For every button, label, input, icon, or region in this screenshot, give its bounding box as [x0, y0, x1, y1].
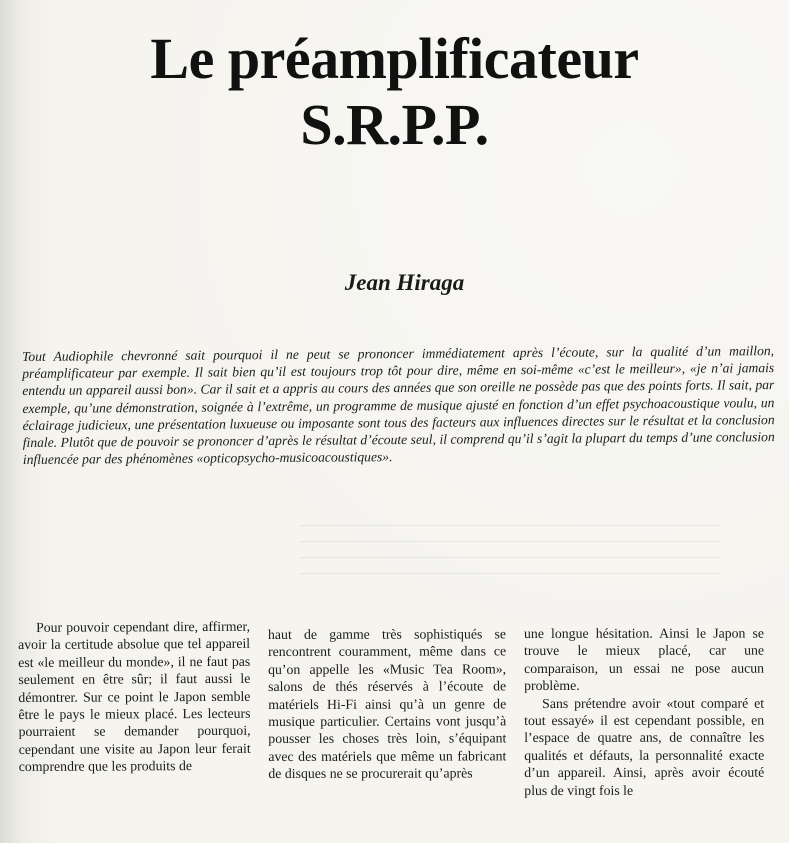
body-column-3 [524, 625, 764, 799]
body-paragraph: haut de gamme très sophistiqués se rencontrent couramment, même dans ce qu’on appelle les «Music Tea Room», salons de thés réservés à l’écoute de matériels Hi-Fi ainsi qu’à un genre de musique particulier. Certains vont jusqu’à pousser les choses très loin, s’équipant avec des matériels que même un fabricant de disques ne se procurerait qu’après [268, 626, 507, 782]
article-title-line-2: S.R.P.P. [300, 92, 489, 157]
body-paragraph: Sans prétendre avoir «tout comparé et tout essayé» il est cependant possible, en l’espace de quatre ans, de connaître les qualités et défauts, la personnalité exacte d’un appareil. Ainsi, après avoir écouté plus de vingt fois le [524, 695, 765, 798]
body-paragraph: Pour pouvoir cependant dire, affirmer, avoir la certitude absolue que tel appareil est «le meilleur du monde», il ne faut pas seulement en être sûr; il faut aussi le démontrer. Sur ce point le Japon semble être le pays le mieux placé. Les lecteurs pourraient se demander pourquoi, cependant une visite au Japon leur ferait comprendre que les produits de [18, 619, 251, 775]
article-title-line-1: Le préamplificateur [150, 26, 639, 91]
body-columns [16, 619, 768, 843]
bleed-through-texture [300, 525, 720, 585]
article-title [0, 26, 789, 158]
body-column-2 [268, 625, 506, 782]
body-paragraph: une longue hésitation. Ainsi le Japon se trouve le mieux placé, car une comparaison, un essai ne pose aucun problème. [524, 625, 765, 694]
author-name: Jean Hiraga [344, 270, 465, 295]
intro-paragraph: Tout Audiophile chevronné sait pourquoi il ne peut se prononcer immédiatement après l’écoute, sur la qualité d’un maillon, préamplificateur par exemple. Il sait bien qu’il est toujours trop tôt pour dire, même en soi-même «c’est le meilleur», «je n’ai jamais entendu un appareil aussi bon». Car il sait et a appris au cours des années que son oreille ne possède pas que des points forts. Il sait, par exemple, qu’une démonstration, soignée à l’extrême, un programme de musique ajusté en fonction d’un effet psychoacoustique voulu, un éclairage judicieux, une présentation luxueuse ou imposante sont tous des facteurs aux influences directes sur le résultat et la conclusion finale. Plutôt que de pouvoir se prononcer d’après le résultat d’écoute seul, il comprend qu’il s’agit la plupart du temps d’une conclusion influencée par des phénomènes «opticopsycho-musicoacoustiques». [22, 343, 775, 468]
body-column-1 [18, 619, 251, 776]
